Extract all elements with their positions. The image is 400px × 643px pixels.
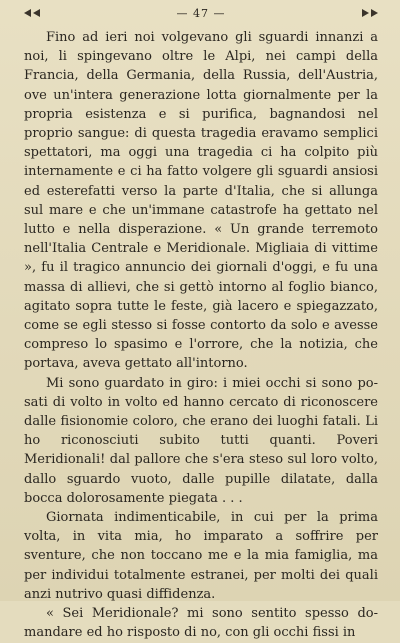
paragraph: Giornata indimenticabile, in cui per la prima volta, in vita mia, ho imparato a soffrire per sventure, che non toccano me e la mia famiglia, ma per individui totalmente estranei, per molti dei quali anzi nutrivo quasi diffidenza. — [24, 510, 378, 602]
left-arrow-icon — [33, 9, 40, 17]
next-page-arrows — [362, 9, 378, 17]
paragraph: « Sei Meridionale? mi sono sentito spesso domandare ed ho risposto di no, con gli occhi fissi in — [24, 606, 378, 641]
paragraph: Fino ad ieri noi volgevano gli sguardi innanzi a noi, li spingevano oltre le Alpi, nei campi della Francia, della Germania, della Russia, dell'Austria, ove un'intera generazione lotta giornalmente per la propria esistenza e si purifica, bagnandosi nel proprio sangue: di questa tragedia eravamo semplici spettatori, ma oggi una tragedia ci ha colpito più internamente e ci ha fatto volgere gli sguardi ansiosi ed esterefatti verso la parte d'Italia, che si allunga sul mare e che un'immane catastrofe ha gettato nel lutto e nella disperazione. « Un grande terremoto nell'Italia Centrale e Meridionale. Migliaia di vittime », fu il tragico annuncio dei giornali d'oggi, e fu una massa di allievi, che si gettò intorno al foglio bianco, agitato sopra tutte le feste, già lacero e spiegazzato, come se egli stesso si fosse contorto da solo e avesse compreso lo spasimo e l'orrore, che la notizia, che portava, aveva gettato all'intorno. — [24, 30, 378, 372]
right-arrow-icon — [362, 9, 369, 17]
right-arrow-icon — [371, 9, 378, 17]
page-text — [24, 28, 378, 643]
paragraph: Mi sono guardato in giro: i miei occhi si sono posati di volto in volto ed hanno cercato di riconoscere dalle fisionomie coloro, che erano dei luoghi fatali. Li ho riconosciuti subito tutti quanti. Poveri Meridionali! dal pallore che s'era steso sul loro volto, dallo sguardo vuoto, dalle pupille dilatate, dalla bocca dolorosamente piegata . . . — [24, 375, 378, 506]
left-arrow-icon — [24, 9, 31, 17]
page-number: — 47 — — [176, 6, 226, 20]
page-header — [24, 6, 378, 20]
previous-page-arrows — [24, 9, 40, 17]
